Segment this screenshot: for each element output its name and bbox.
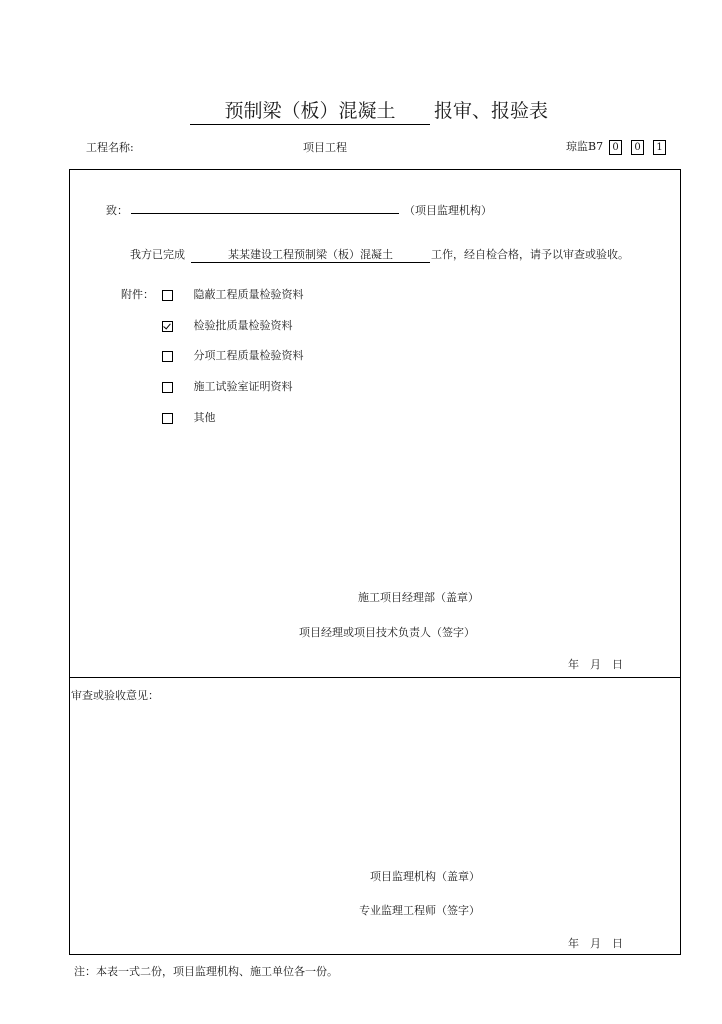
attachment-checkbox[interactable] (162, 351, 173, 362)
attachment-checkbox[interactable] (162, 413, 173, 424)
attachment-label: 施工试验室证明资料 (193, 380, 293, 393)
attachment-item (162, 347, 304, 363)
attachment-label: 检验批质量检验资料 (193, 319, 293, 332)
supervisor-signer: 专业监理工程师（签字） (359, 904, 480, 917)
completed-prefix: 我方已完成 (130, 248, 185, 261)
form-title-subject: 预制梁（板）混凝土 (190, 96, 430, 125)
attachment-label: 分项工程质量检验资料 (193, 349, 304, 362)
attachment-label: 其他 (193, 411, 216, 424)
attachment-item (162, 409, 216, 425)
attachment-checkbox[interactable] (162, 382, 173, 393)
project-name-value: 项目工程 (303, 141, 347, 154)
attachment-label: 隐蔽工程质量检验资料 (193, 288, 304, 301)
contractor-dept-seal: 施工项目经理部（盖章） (358, 591, 479, 604)
to-suffix: （项目监理机构） (404, 204, 492, 217)
form-code-digit: 1 (653, 140, 666, 155)
attachments-label: 附件： (121, 288, 154, 301)
form-code-digit: 0 (609, 140, 622, 155)
form-code-digit: 0 (631, 140, 644, 155)
attachment-checkbox-checked[interactable] (162, 321, 173, 332)
review-opinion-label: 审查或验收意见： (71, 689, 159, 702)
attachment-item (162, 317, 293, 333)
supervisor-org-seal: 项目监理机构（盖章） (370, 870, 480, 883)
footer-note: 注：本表一式二份，项目监理机构、施工单位各一份。 (74, 965, 338, 978)
completed-suffix: 工作，经自检合格，请予以审查或验收。 (431, 248, 629, 261)
form-code-prefix: 琼监B7 (566, 140, 604, 153)
to-recipient-field[interactable] (131, 213, 399, 214)
form-frame (69, 169, 681, 955)
form-code (566, 138, 666, 155)
project-name-label: 工程名称: (86, 141, 134, 154)
attachment-item (162, 378, 293, 394)
form-title-suffix: 报审、报验表 (434, 100, 549, 122)
review-date: 年 月 日 (568, 937, 623, 950)
contractor-date: 年 月 日 (568, 658, 623, 671)
to-label: 致： (106, 204, 128, 217)
attachment-checkbox[interactable] (162, 290, 173, 301)
contractor-signer: 项目经理或项目技术负责人（签字） (299, 626, 475, 639)
section-divider (69, 677, 681, 678)
completed-work: 某某建设工程预制梁（板）混凝土 (191, 246, 430, 263)
attachment-item (162, 286, 304, 302)
